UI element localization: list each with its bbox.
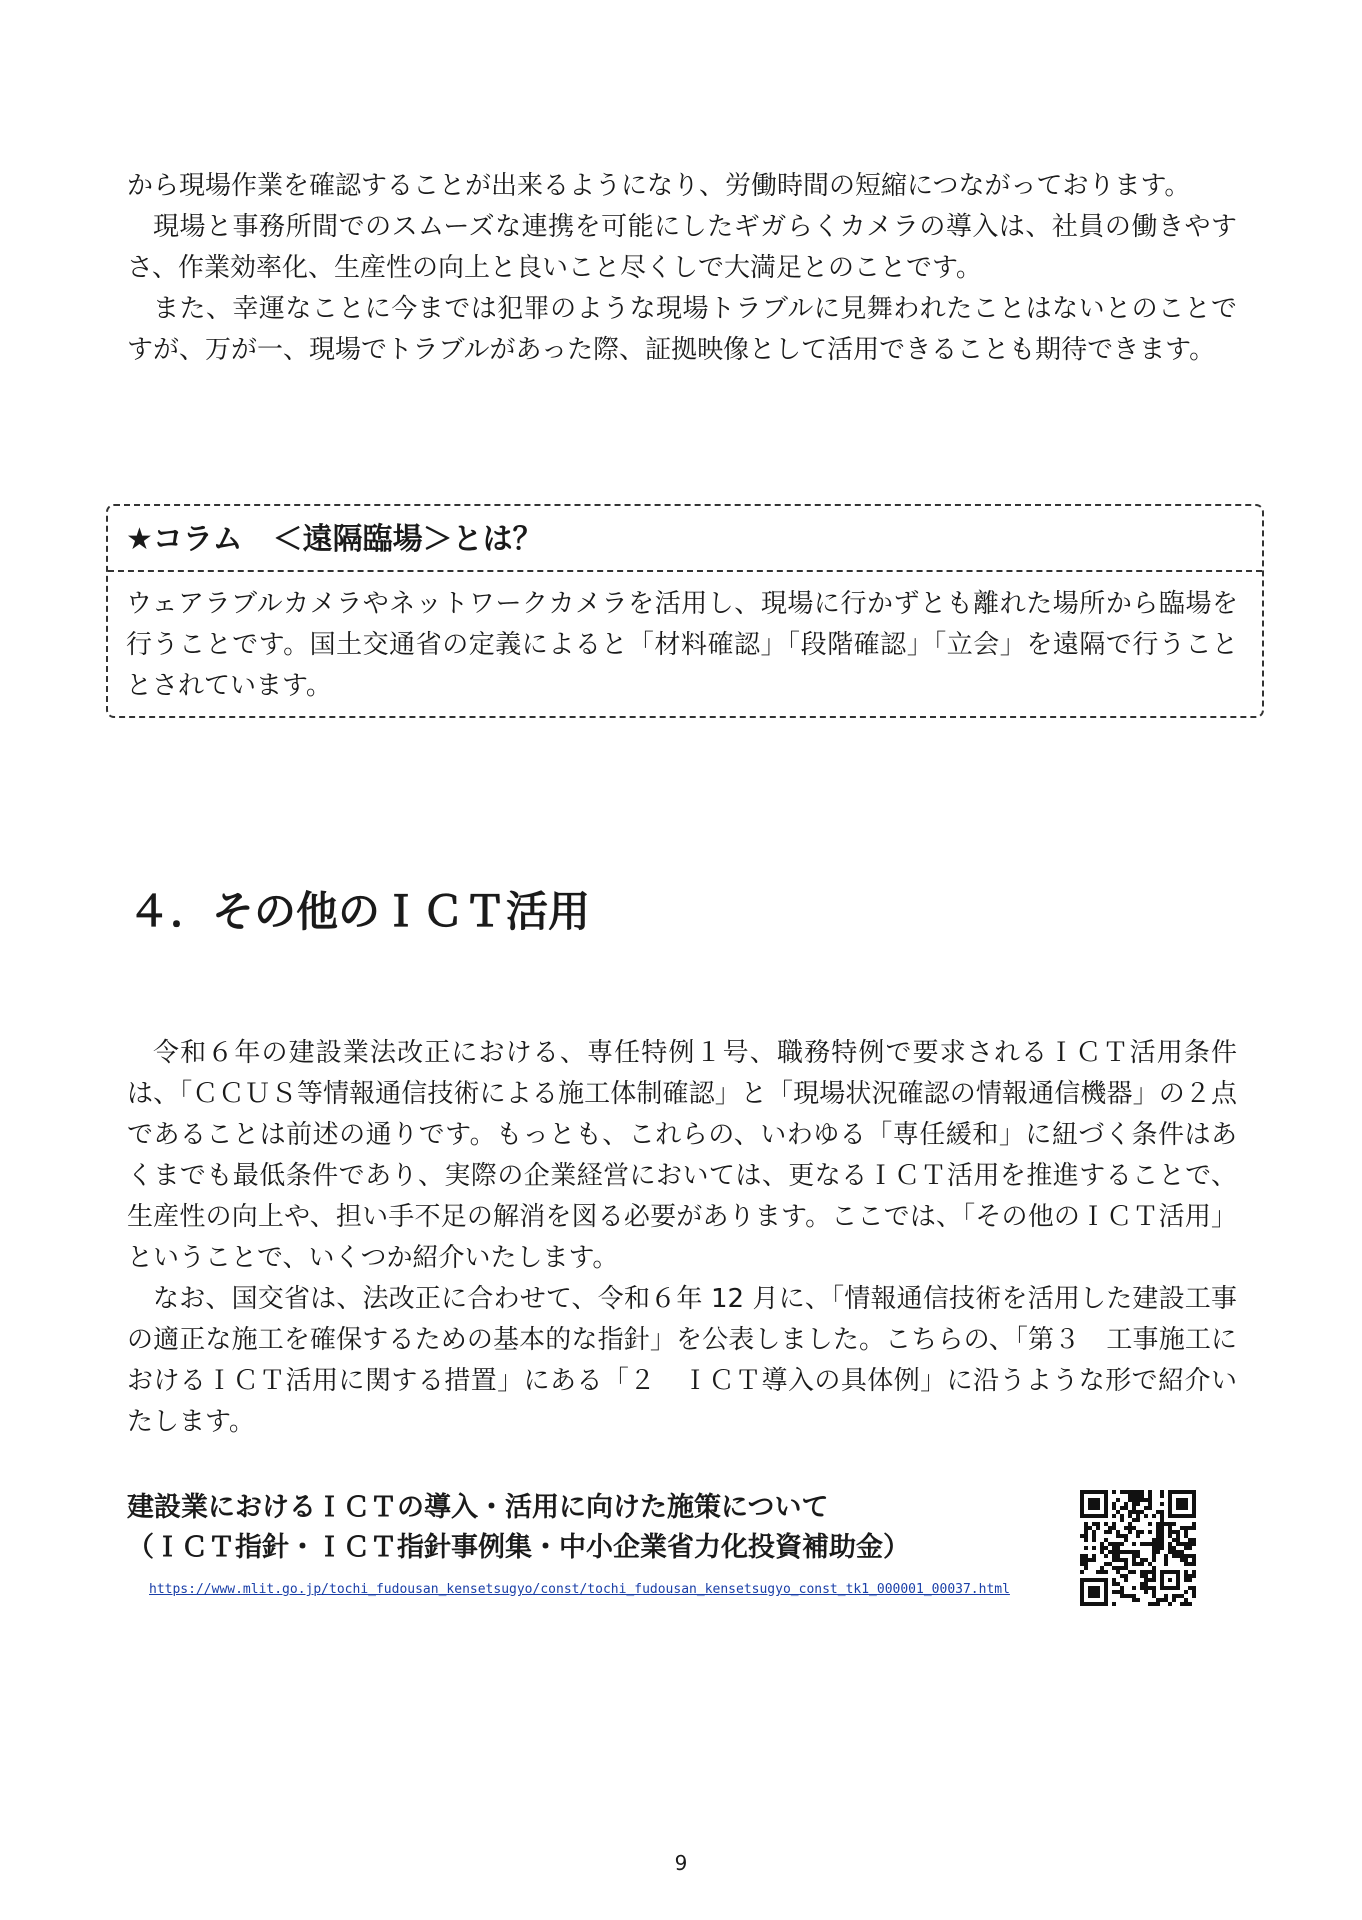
reference-link[interactable]: https://www.mlit.go.jp/tochi_fudousan_kensetsugyo/const/tochi_fudousan_kensetsugyo_const_tk1_000001_00037.html — [149, 1582, 1010, 1597]
column-divider — [108, 570, 1262, 572]
section-heading: ４．その他のＩＣＴ活用 — [128, 887, 591, 936]
intro-paragraph-3: また、幸運なことに今までは犯罪のような現場トラブルに見舞われたことはないとのことですが、万が一、現場でトラブルがあった際、証拠映像として活用できることも期待できます。 — [127, 294, 1237, 365]
column-box — [106, 504, 1264, 718]
column-title: ★コラム ＜遠隔臨場＞とは？ — [126, 522, 543, 557]
reference-title-line-1: 建設業におけるＩＣＴの導入・活用に向けた施策について — [127, 1492, 829, 1523]
section-paragraph-2: なお、国交省は、法改正に合わせて、令和６年 12 月に、「情報通信技術を活用した建設工事の適正な施工を確保するための基本的な指針」を公表しました。こちらの、「第３ 工事施工におけるＩＣＴ活用に関する措置」にある「２ ＩＣＴ導入の具体例」に沿うような形で紹介いたします。 — [127, 1284, 1237, 1437]
qr-code-icon — [1080, 1490, 1196, 1606]
page-number: 9 — [674, 1851, 688, 1875]
intro-paragraph-1: から現場作業を確認することが出来るようになり、労働時間の短縮につながっております。 — [127, 171, 1191, 201]
reference-title-line-2: （ＩＣＴ指針・ＩＣＴ指針事例集・中小企業省力化投資補助金） — [127, 1532, 910, 1563]
intro-paragraphs — [127, 166, 1237, 371]
section-paragraphs — [127, 1033, 1237, 1443]
intro-paragraph-2: 現場と事務所間でのスムーズな連携を可能にしたギガらくカメラの導入は、社員の働きやすさ、作業効率化、生産性の向上と良いこと尽くしで大満足とのことです。 — [127, 212, 1237, 283]
column-body: ウェアラブルカメラやネットワークカメラを活用し、現場に行かずとも離れた場所から臨場を行うことです。国土交通省の定義によると「材料確認」「段階確認」「立会」を遠隔で行うこととされています。 — [126, 589, 1238, 701]
reference-block — [127, 1488, 1027, 1597]
section-paragraph-1: 令和６年の建設業法改正における、専任特例１号、職務特例で要求されるＩＣＴ活用条件は、「ＣＣＵＳ等情報通信技術による施工体制確認」と「現場状況確認の情報通信機器」の２点であることは前述の通りです。もっとも、これらの、いわゆる「専任緩和」に紐づく条件はあくまでも最低条件であり、実際の企業経営においては、更なるＩＣＴ活用を推進することで、生産性の向上や、担い手不足の解消を図る必要があります。ここでは、「その他のＩＣＴ活用」ということで、いくつか紹介いたします。 — [127, 1038, 1237, 1273]
